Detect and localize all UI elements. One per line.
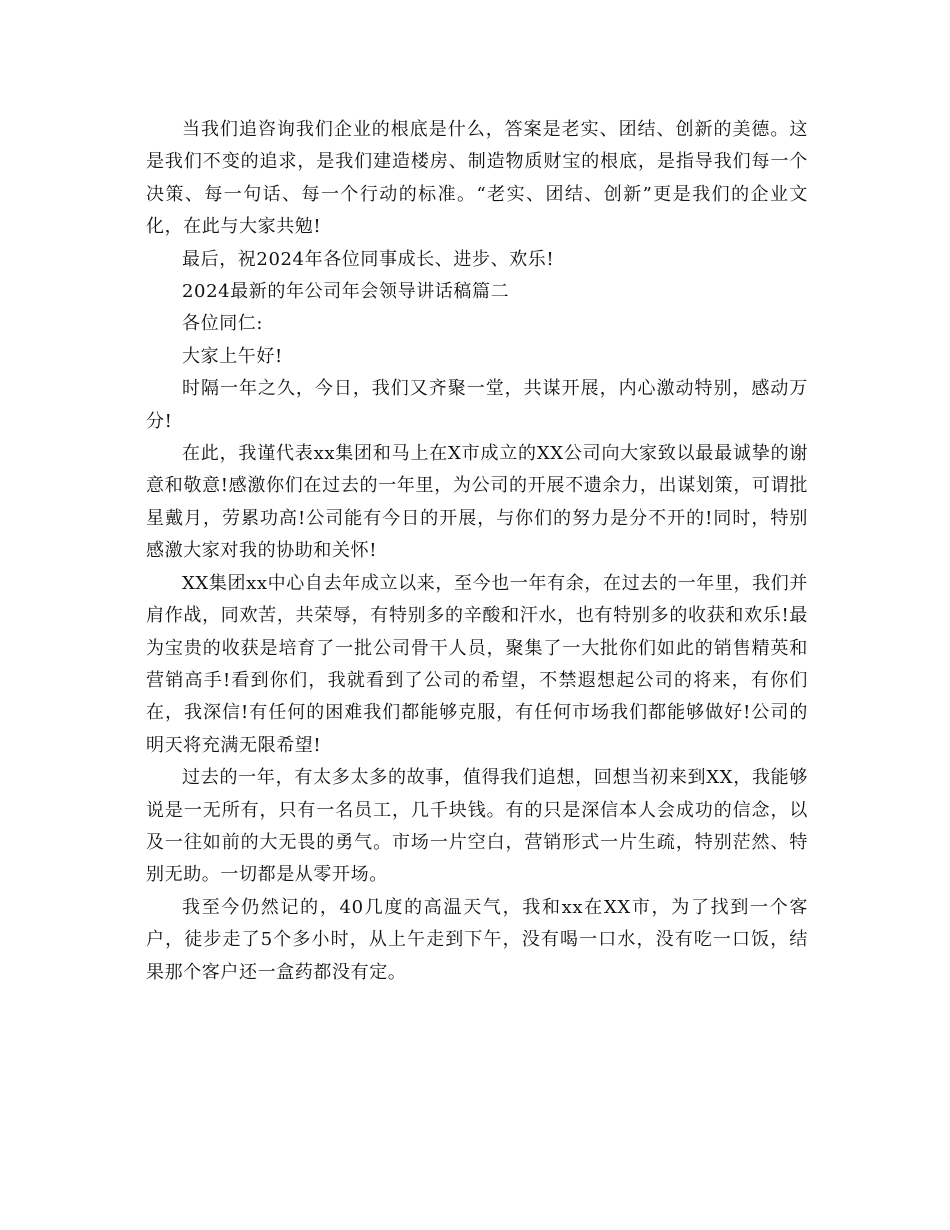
paragraph-2: 最后，祝2024年各位同事成长、进步、欢乐! [182,248,555,270]
greeting-morning: 大家上午好! [182,345,283,367]
paragraph-6: 时隔一年之久，今日，我们又齐聚一堂，共谋开展，内心激动特别，感动万分! [146,378,808,432]
document-page [146,114,808,989]
paragraph-9: 过去的一年，有太多太多的故事，值得我们追想，回想当初来到XX，我能够说是一无所有，只有一名员工，几千块钱。有的只是深信本人会成功的信念，以及一往如前的大无畏的勇气。市场一片空白，营销形式一片生疏，特别茫然、特别无助。一切都是从零开场。 [146,767,808,886]
paragraph-1: 当我们追咨询我们企业的根底是什么，答案是老实、团结、创新的美德。这是我们不变的追求，是我们建造楼房、制造物质财宝的根底，是指导我们每一个决策、每一句话、每一个行动的标准。“老实、团结、创新”更是我们的企业文化，在此与大家共勉! [146,119,808,238]
paragraph-8: XX集团xx中心自去年成立以来，至今也一年有余，在过去的一年里，我们并肩作战，同欢苦，共荣辱，有特别多的辛酸和汗水，也有特别多的收获和欢乐!最为宝贵的收获是培育了一批公司骨干人员，聚集了一大批你们如此的销售精英和营销高手!看到你们，我就看到了公司的希望，不禁遐想起公司的将来，有你们在，我深信!有任何的困难我们都能够克服，有任何市场我们都能够做好!公司的明天将充满无限希望! [146,572,808,756]
section-title: 2024最新的年公司年会领导讲话稿篇二 [182,281,510,303]
paragraph-7: 在此，我谨代表xx集团和马上在X市成立的XX公司向大家致以最最诚挚的谢意和敬意!感激你们在过去的一年里，为公司的开展不遗余力，出谋划策，可谓批星戴月，劳累功高!公司能有今日的开展，与你们的努力是分不开的!同时，特别感激大家对我的协助和关怀! [146,443,808,562]
greeting-salutation: 各位同仁: [182,313,264,335]
paragraph-10: 我至今仍然记的，40几度的高温天气，我和xx在XX市，为了找到一个客户，徒步走了5个多小时，从上午走到下午，没有喝一口水，没有吃一口饭，结果那个客户还一盒药都没有定。 [146,896,808,983]
